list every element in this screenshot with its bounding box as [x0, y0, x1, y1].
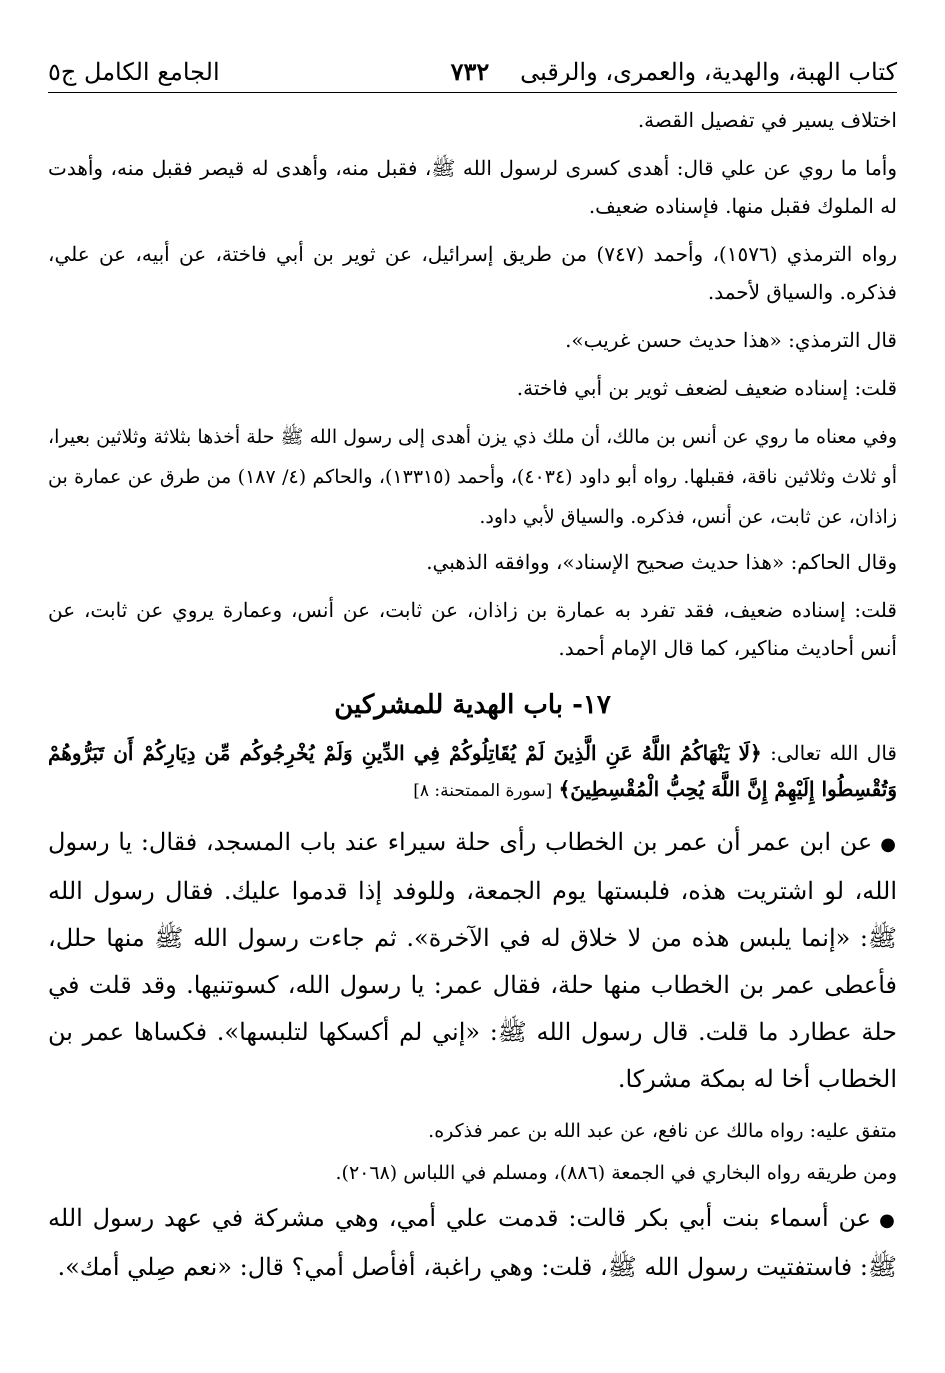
paragraph-4: قال الترمذي: «هذا حديث حسن غريب».: [565, 328, 897, 352]
paragraph-3: رواه الترمذي (١٥٧٦)، وأحمد (٧٤٧) من طريق إسرائيل، عن ثوير بن أبي فاختة، عن أبيه، عن علي، فذكره. والسياق لأحمد.: [48, 242, 897, 304]
paragraph-6: وفي معناه ما روي عن أنس بن مالك، أن ملك ذي يزن أهدى إلى رسول الله ﷺ حلة أخذها بثلاثة وثلاثين بعيرا، أو ثلاث وثلاثين ناقة، فقبلها. رواه أبو داود (٤٠٣٤)، وأحمد (١٣٣١٥)، والحاكم (٤/ ١٨٧) من طرق عن عمارة بن زاذان، عن ثابت، عن أنس، فذكره. والسياق لأبي داود.: [48, 426, 897, 528]
hadith-2: [48, 1195, 897, 1291]
paragraph-2: وأما ما روي عن علي قال: أهدى كسرى لرسول الله ﷺ، فقبل منه، وأهدى له قيصر فقبل منه، وأهدت له الملوك فقبل منها. فإسناده ضعيف.: [48, 156, 897, 218]
paragraph-5: قلت: إسناده ضعيف لضعف ثوير بن أبي فاختة.: [516, 376, 897, 400]
page-header: [48, 52, 897, 92]
header-volume: الجامع الكامل ج٥: [48, 58, 220, 86]
header-divider: [48, 92, 897, 93]
paragraph-8: قلت: إسناده ضعيف، فقد تفرد به عمارة بن زاذان، عن ثابت، عن أنس، وعمارة يروي عن ثابت، عن أنس أحاديث مناكير، كما قال الإمام أحمد.: [48, 598, 897, 660]
hadith-1-note-1: متفق عليه: رواه مالك عن نافع، عن عبد الله بن عمر فذكره.: [428, 1120, 897, 1142]
quran-reference: [سورة الممتحنة: ٨]: [413, 781, 553, 801]
paragraph-1: اختلاف يسير في تفصيل القصة.: [637, 108, 897, 132]
quran-intro: قال الله تعالى:: [770, 741, 897, 765]
quran-verse: [48, 735, 897, 809]
hadith-1-note-2: ومن طريقه رواه البخاري في الجمعة (٨٨٦)، ومسلم في اللباس (٢٠٦٨).: [335, 1162, 897, 1184]
hadith-1-text: عن ابن عمر أن عمر بن الخطاب رأى حلة سيراء عند باب المسجد، فقال: يا رسول الله، لو اشتريت هذه، فلبستها يوم الجمعة، وللوفد إذا قدموا عليك. فقال رسول الله ﷺ: «إنما يلبس هذه من لا خلاق له في الآخرة». ثم جاءت رسول الله ﷺ منها حلل، فأعطى عمر بن الخطاب منها حلة، فقال عمر: يا رسول الله، كسوتنيها. وقد قلت في حلة عطارد ما قلت. قال رسول الله ﷺ: «إني لم أكسكها لتلبسها». فكساها عمر بن الخطاب أخا له بمكة مشركا.: [48, 828, 897, 1093]
section-heading: ١٧- باب الهدية للمشركين: [334, 690, 611, 720]
hadith-2-text: عن أسماء بنت أبي بكر قالت: قدمت علي أمي، وهي مشركة في عهد رسول الله ﷺ: فاستفتيت رسول الله ﷺ، قلت: وهي راغبة، أفأصل أمي؟ قال: «نعم صِلي أمك».: [48, 1204, 897, 1281]
header-book-title: كتاب الهبة، والهدية، والعمرى، والرقبى: [520, 58, 897, 86]
page-number: ٧٣٢: [450, 57, 490, 86]
hadith-1: [48, 819, 897, 1103]
paragraph-7: وقال الحاكم: «هذا حديث صحيح الإسناد»، ووافقه الذهبي.: [426, 550, 897, 574]
bullet-icon: ●: [879, 1210, 897, 1231]
bullet-icon: ●: [880, 834, 897, 855]
quran-ayah: ﴿لَا يَنْهَاكُمُ اللَّهُ عَنِ الَّذِينَ لَمْ يُقَاتِلُوكُمْ فِي الدِّينِ وَلَمْ يُخْرِجُوكُم مِّن دِيَارِكُمْ أَن تَبَرُّوهُمْ وَتُقْسِطُوا إِلَيْهِمْ إِنَّ اللَّهَ يُحِبُّ الْمُقْسِطِينَ﴾: [48, 741, 897, 801]
